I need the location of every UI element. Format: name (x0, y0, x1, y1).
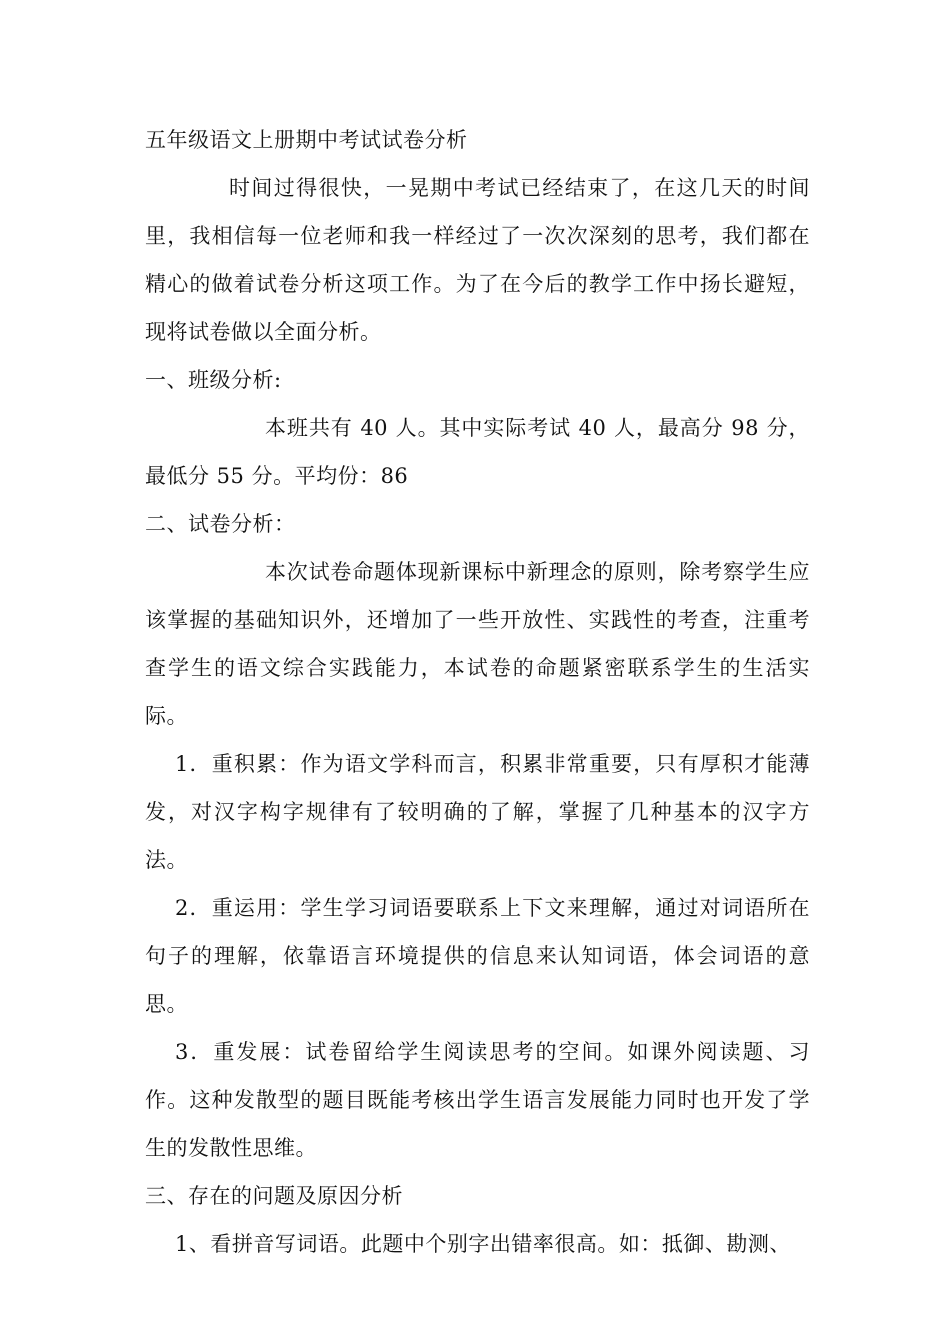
problem-point-1: 1、看拼音写词语。此题中个别字出错率很高。如：抵御、勘测、 (175, 1232, 791, 1256)
paper-analysis-paragraph: 本次试卷命题体现新课标中新理念的原则，除考察学生应该掌握的基础知识外，还增加了一些开放性、实践性的考查，注重考查学生的语文综合实践能力，本试卷的命题紧密联系学生的生活实际。 (145, 560, 810, 728)
document-title: 五年级语文上册期中考试试卷分析 (145, 128, 468, 152)
paper-point-1: 1．重积累：作为语文学科而言，积累非常重要，只有厚积才能薄发，对汉字构字规律有了较明确的了解，掌握了几种基本的汉字方法。 (145, 752, 810, 872)
paper-point-3: 3．重发展：试卷留给学生阅读思考的空间。如课外阅读题、习作。这种发散型的题目既能考核出学生语言发展能力同时也开发了学生的发散性思维。 (145, 1040, 810, 1160)
document-body (145, 116, 810, 1268)
section-heading-paper-analysis: 二、试卷分析： (145, 512, 296, 536)
section-heading-class-analysis: 一、班级分析: (145, 368, 282, 392)
paper-point-2: 2．重运用：学生学习词语要联系上下文来理解，通过对词语所在句子的理解，依靠语言环境提供的信息来认知词语，体会词语的意思。 (145, 896, 810, 1016)
intro-paragraph: 时间过得很快，一晃期中考试已经结束了，在这几天的时间里，我相信每一位老师和我一样经过了一次次深刻的思考，我们都在精心的做着试卷分析这项工作。为了在今后的教学工作中扬长避短，现将试卷做以全面分析。 (145, 176, 810, 344)
class-analysis-paragraph: 本班共有 40 人。其中实际考试 40 人，最高分 98 分，最低分 55 分。平均份：86 (145, 416, 810, 488)
section-heading-problems: 三、存在的问题及原因分析 (145, 1184, 403, 1208)
